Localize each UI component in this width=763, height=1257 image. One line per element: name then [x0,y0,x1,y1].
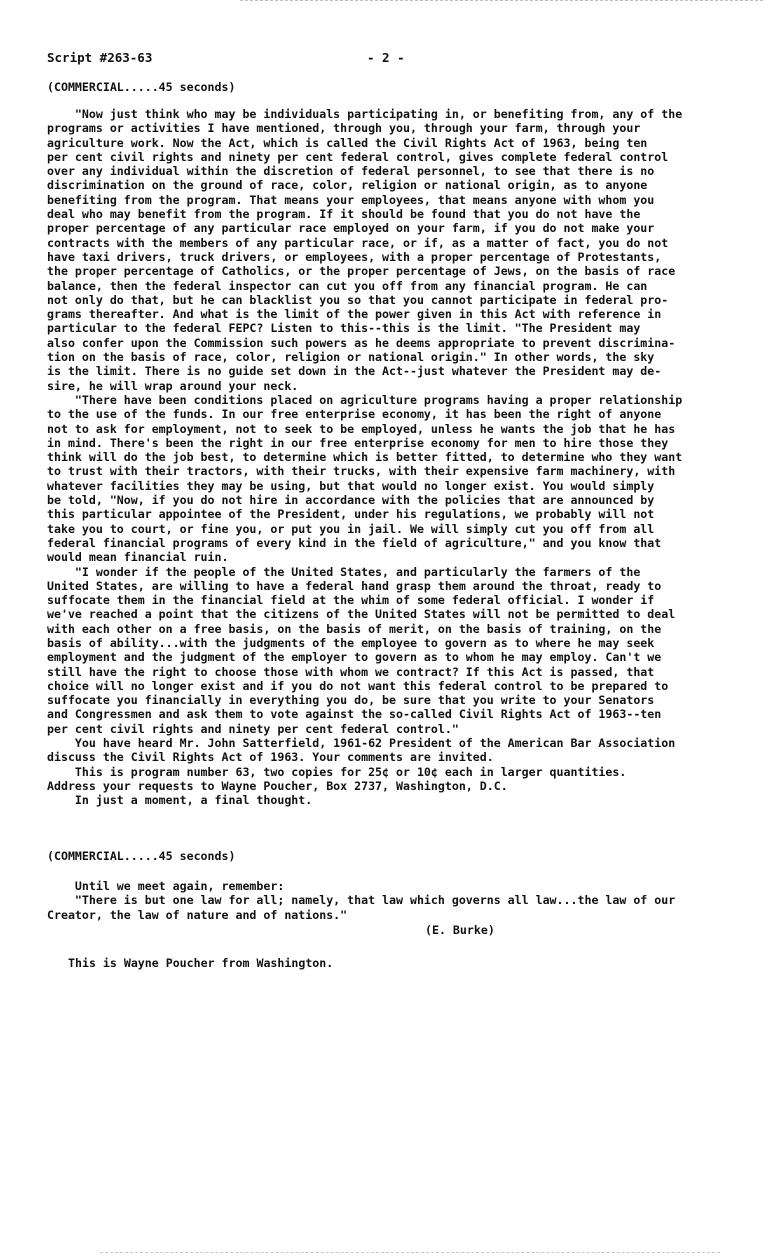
body-line: in mind. There's been the right in our free enterprise economy for men to hire those they [47,435,669,450]
body-line: would mean financial ruin. [47,550,229,565]
body-line: grams thereafter. And what is the limit of the power given in this Act with reference in [47,307,662,322]
body-line: federal financial programs of every kind in the field of agriculture," and you know that [47,535,662,550]
body-line: agriculture work. Now the Act, which is called the Civil Rights Act of 1963, being ten [47,135,648,150]
body-line: In just a moment, a final thought. [47,793,313,808]
body-line: contracts with the members of any particular race, or if, as a matter of fact, you do not [47,235,669,250]
body-line: and Congressmen and ask them to vote against the so-called Civil Rights Act of 1963--ten [47,707,662,722]
body-line: "There have been conditions placed on agriculture programs having a proper relationship [47,392,683,407]
commercial-break-2: (COMMERCIAL.....45 seconds) [47,849,236,863]
body-line: per cent civil rights and ninety per cent federal control, gives complete federal control [47,149,669,164]
body-line: we've reached a point that the citizens of the United States will not be permitted to deal [47,607,676,622]
body-line: not only do that, but he can blacklist you so that you cannot participate in federal pro- [47,292,669,307]
body-line: "Now just think who may be individuals participating in, or benefiting from, any of the [47,107,683,121]
body-line: still have the right to choose those with whom we contract? If this Act is passed, that [47,664,655,679]
body-line: choice will no longer exist and if you do not want this federal control to be prepared to [47,678,669,693]
bottom-edge-dashes [100,1252,720,1253]
page-number: - 2 - [367,50,405,65]
body-line: programs or activities I have mentioned, through you, through your farm, through your [47,121,641,136]
body-line: discrimination on the ground of race, color, religion or national origin, as to anyone [47,178,648,193]
closing-line: Creator, the law of nature and of nations." [47,907,348,922]
body-line: benefiting from the program. That means your employees, that means anyone with whom you [47,192,655,207]
body-line: balance, then the federal inspector can cut you off from any financial program. He can [47,278,648,293]
body-line: the proper percentage of Catholics, or the proper percentage of Jews, on the basis of race [47,264,676,279]
body-line: proper percentage of any particular race employed on your farm, if you do not make your [47,221,655,236]
body-line: Address your requests to Wayne Poucher, Box 2737, Washington, D.C. [47,778,508,793]
body-line: be told, "Now, if you do not hire in accordance with the policies that are announced by [47,493,655,508]
body-line: United States, are willing to have a federal hand grasp them around the throat, ready to [47,578,662,593]
body-line: You have heard Mr. John Satterfield, 1961-62 President of the American Bar Association [47,736,676,751]
body-line: think will do the job best, to determine which is better fitted, to determine who they want [47,450,683,465]
body-line: this particular appointee of the President, under his regulations, we probably will not [47,507,655,522]
body-line: deal who may benefit from the program. If it should be found that you do not have the [47,207,641,222]
body-line: particular to the federal FEPC? Listen to this--this is the limit. "The President may [47,321,641,336]
body-line: "I wonder if the people of the United States, and particularly the farmers of the [47,564,641,579]
closing-line: Until we meet again, remember: [47,879,285,893]
body-line: have taxi drivers, truck drivers, or employees, with a proper percentage of Protestants, [47,249,662,264]
body-line: whatever facilities they may be using, but that would no longer exist. You would simply [47,478,655,493]
body-line: not to ask for employment, not to seek to be employed, unless he wants the job that he has [47,421,676,436]
body-line: basis of ability...with the judgments of the employee to govern as to where he may seek [47,635,655,650]
body-line: is the limit. There is no guide set down in the Act--just whatever the President may de- [47,364,662,379]
body-line: suffocate you financially in everything you do, be sure that you write to your Senators [47,693,655,708]
top-edge-dashes [240,0,763,1]
body-line: sire, he will wrap around your neck. [47,378,299,393]
closing-quote [47,879,737,922]
body-line: suffocate them in the financial field at the whim of some federal official. I wonder if [47,593,655,608]
commercial-break-1: (COMMERCIAL.....45 seconds) [47,80,236,94]
body-line: take you to court, or fine you, or put you in jail. We will simply cut you off from all [47,521,655,536]
body-line: employment and the judgment of the employer to govern as to whom he may employ. Can't we [47,650,662,665]
body-line: also confer upon the Commission such powers as he deems appropriate to prevent discrimina- [47,335,676,350]
body-line: discuss the Civil Rights Act of 1963. Your comments are invited. [47,750,494,765]
body-line: to the use of the funds. In our free enterprise economy, it has been the right of anyone [47,407,662,422]
body-line: per cent civil rights and ninety per cent federal control." [47,721,459,736]
body-line: This is program number 63, two copies for 25¢ or 10¢ each in larger quantities. [47,764,627,779]
quote-attribution: (E. Burke) [425,923,495,937]
body-line: over any individual within the discretion of federal personnel, to see that there is no [47,164,655,179]
script-number: Script #263-63 [47,50,153,65]
body-line: to trust with their tractors, with their trucks, with their expensive farm machinery, with [47,464,676,479]
sign-off: This is Wayne Poucher from Washington. [68,956,334,970]
body-line: tion on the basis of race, color, religion or national origin." In other words, the sky [47,350,655,365]
body-text [47,107,737,808]
body-line: with each other on a free basis, on the basis of merit, on the basis of training, on the [47,621,662,636]
closing-line: "There is but one law for all; namely, that law which governs all law...the law of our [47,893,676,908]
